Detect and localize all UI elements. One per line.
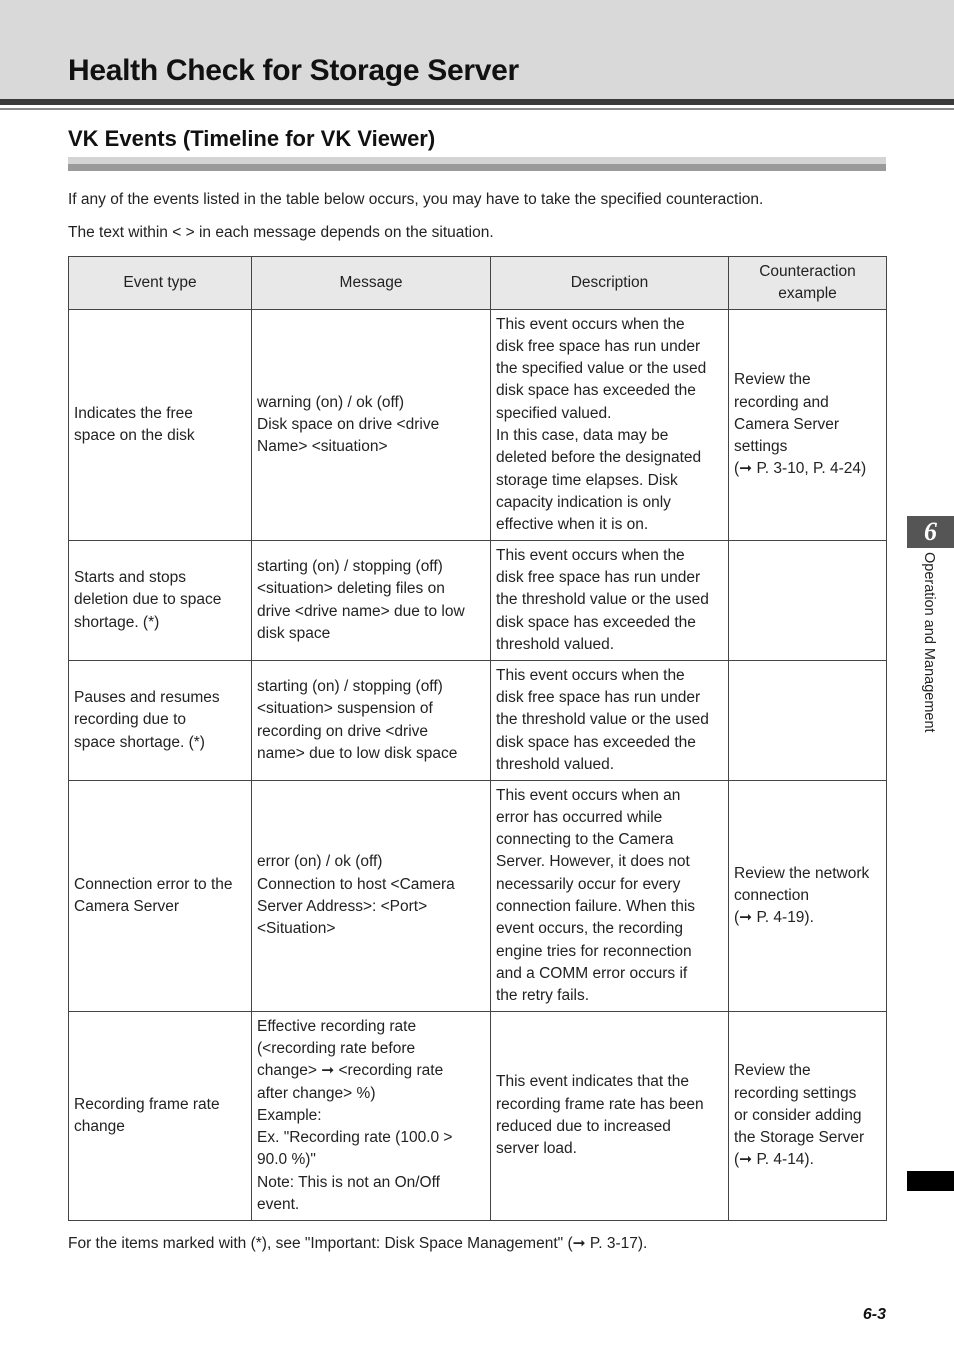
cell-counteraction: Review the recording settings or consider adding the Storage Server (➞ P. 4-14). xyxy=(729,1012,887,1221)
column-header-counteraction: Counteraction example xyxy=(729,257,887,310)
column-header-event-type: Event type xyxy=(69,257,252,310)
cell-message: warning (on) / ok (off) Disk space on drive <drive Name> <situation> xyxy=(252,310,491,541)
cell-message: starting (on) / stopping (off) <situation> deleting files on drive <drive name> due to low disk space xyxy=(252,541,491,661)
cell-message: error (on) / ok (off) Connection to host <Camera Server Address>: <Port> <Situation> xyxy=(252,781,491,1012)
footnote: For the items marked with (*), see "Important: Disk Space Management" (➞ P. 3-17). xyxy=(68,1235,648,1252)
cell-event-type: Recording frame rate change xyxy=(69,1012,252,1221)
chapter-marker-block xyxy=(907,1171,954,1191)
chapter-number: 6 xyxy=(924,517,937,546)
events-table xyxy=(68,256,887,1221)
cell-event-type: Pauses and resumes recording due to space shortage. (*) xyxy=(69,661,252,781)
table-row xyxy=(69,1012,887,1221)
column-header-description: Description xyxy=(491,257,729,310)
table-row xyxy=(69,661,887,781)
column-header-message: Message xyxy=(252,257,491,310)
table-row xyxy=(69,310,887,541)
page-title: Health Check for Storage Server xyxy=(68,54,519,87)
cell-message: Effective recording rate (<recording rate before change> ➞ <recording rate after change> %) Example: Ex. "Recording rate (100.0 > 90.0 %)" Note: This is not an On/Off event. xyxy=(252,1012,491,1221)
chapter-tab xyxy=(907,516,954,548)
chapter-label: Operation and Management xyxy=(921,552,937,733)
cell-counteraction xyxy=(729,541,887,661)
cell-counteraction: Review the recording and Camera Server settings (➞ P. 3-10, P. 4-24) xyxy=(729,310,887,541)
cell-description: This event occurs when the disk free space has run under the threshold value or the used disk space has exceeded the threshold valued. xyxy=(491,661,729,781)
table-row xyxy=(69,541,887,661)
intro-paragraph: If any of the events listed in the table below occurs, you may have to take the specified counteraction. xyxy=(68,191,764,208)
cell-event-type: Indicates the free space on the disk xyxy=(69,310,252,541)
intro-paragraph-note: The text within < > in each message depends on the situation. xyxy=(68,224,494,241)
section-title: VK Events (Timeline for VK Viewer) xyxy=(68,126,436,151)
cell-description: This event occurs when the disk free space has run under the threshold value or the used disk space has exceeded the threshold valued. xyxy=(491,541,729,661)
cell-description: This event occurs when an error has occurred while connecting to the Camera Server. However, it does not necessarily occur for every connection failure. When this event occurs, the recording engine tries for reconnection and a COMM error occurs if the retry fails. xyxy=(491,781,729,1012)
header-rule-thin xyxy=(0,108,954,110)
header-rule xyxy=(0,99,954,105)
table-row xyxy=(69,781,887,1012)
cell-description: This event indicates that the recording frame rate has been reduced due to increased server load. xyxy=(491,1012,729,1221)
page-number: 6-3 xyxy=(862,1306,886,1323)
cell-counteraction xyxy=(729,661,887,781)
table-header-row xyxy=(69,257,887,310)
cell-message: starting (on) / stopping (off) <situation> suspension of recording on drive <drive name> due to low disk space xyxy=(252,661,491,781)
cell-event-type: Connection error to the Camera Server xyxy=(69,781,252,1012)
cell-description: This event occurs when the disk free space has run under the specified value or the used disk space has exceeded the specified valued. In this case, data may be deleted before the designated storage time elapses. Disk capacity indication is only effective when it is on. xyxy=(491,310,729,541)
cell-counteraction: Review the network connection (➞ P. 4-19). xyxy=(729,781,887,1012)
section-underline-bar xyxy=(68,157,886,171)
cell-event-type: Starts and stops deletion due to space shortage. (*) xyxy=(69,541,252,661)
